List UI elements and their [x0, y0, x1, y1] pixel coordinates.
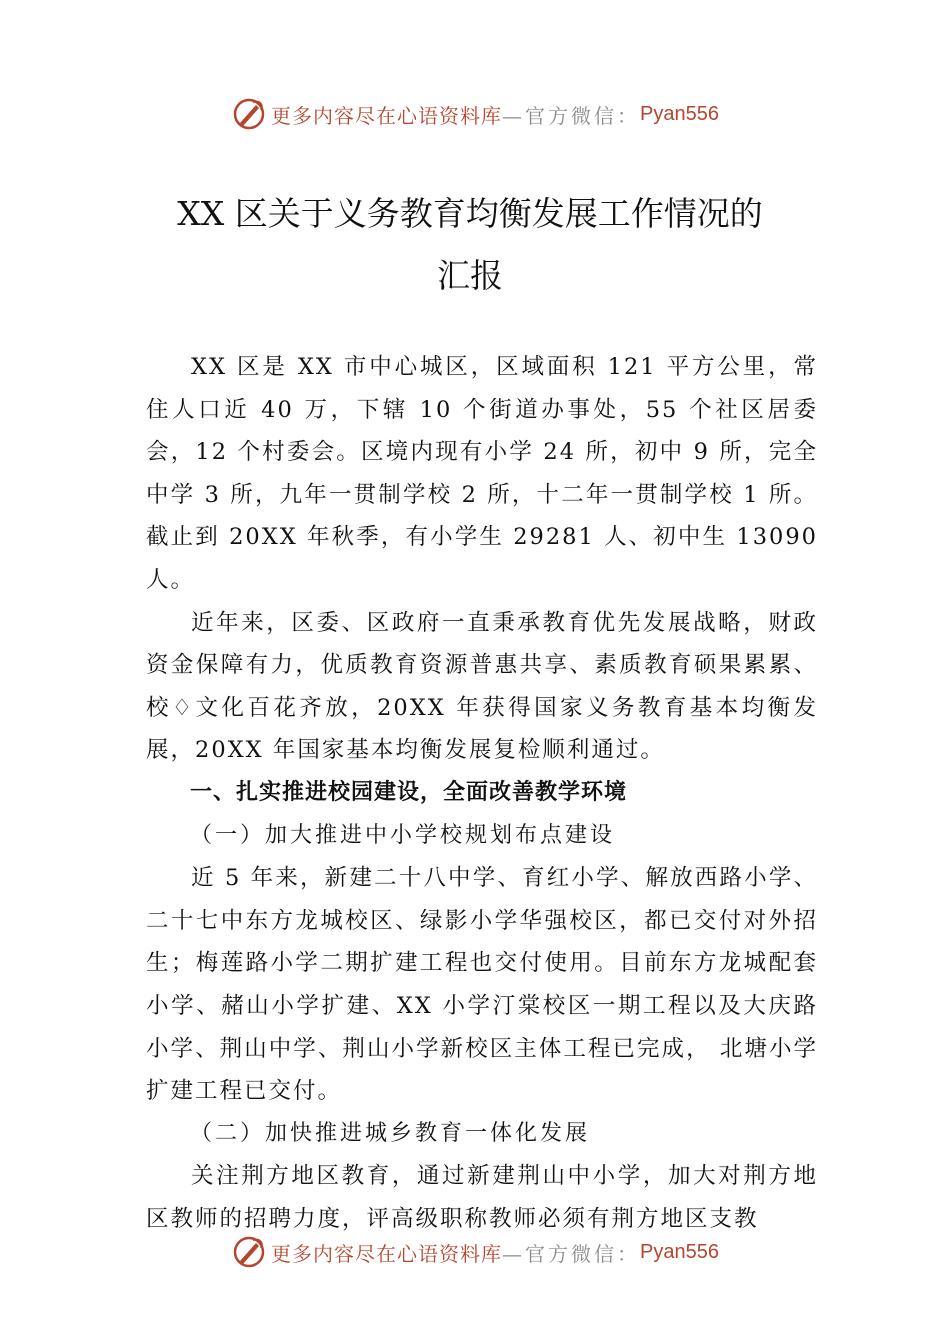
banner-brand: 更多内容尽在心语资料库 — [271, 103, 503, 128]
paragraph-school-construction: 近 5 年来，新建二十八中学、育红小学、解放西路小学、二十七中东方龙城校区、绿影小学华强校区，都已交付对外招生；梅莲路小学二期扩建工程也交付使用。目前东方龙城配套小学、赭山小学扩建、XX 小学汀棠校区一期工程以及大庆路小学、荆山中学、荆山小学新校区主体工程已完成， 北塘小学扩建工程已交付。 — [146, 865, 818, 1105]
quill-logo-icon — [231, 96, 267, 132]
section-heading-1: 一、扎实推进校园建设，全面改善教学环境 — [190, 779, 628, 805]
quill-logo-icon — [231, 1234, 267, 1270]
paragraph-overview: XX 区是 XX 市中心城区，区域面积 121 平方公里，常住人口近 40 万，下辖 10 个街道办事处，55 个社区居委会，12 个村委会。区境内现有小学 24 所，初中 9 所，完全中学 3 所，九年一贯制学校 2 所，十二年一贯制学校 1 所。截止到 20XX 年秋季，有小学生 29281 人、初中生 13090 人。 — [146, 354, 818, 593]
subsection-heading-2: （二）加快推进城乡教育一体化发展 — [190, 1120, 591, 1146]
banner-official: —官方微信： — [502, 103, 641, 128]
banner-wechat-id: Pyan556 — [640, 102, 719, 125]
footer-banner — [0, 1232, 950, 1272]
banner-brand: 更多内容尽在心语资料库 — [271, 1241, 503, 1266]
document-body — [146, 346, 818, 1240]
header-banner — [0, 94, 950, 134]
banner-official: —官方微信： — [502, 1241, 641, 1266]
paragraph-achievements: 近年来，区委、区政府一直秉承教育优先发展战略，财政资金保障有力，优质教育资源普惠共享、素质教育硕果累累、校♢文化百花齐放，20XX 年获得国家义务教育基本均衡发展，20XX 年国家基本均衡发展复检顺利通过。 — [146, 609, 818, 764]
paragraph-urban-rural: 关注荆方地区教育，通过新建荆山中小学，加大对荆方地区教师的招聘力度，评高级职称教师必须有荆方地区支教 — [146, 1163, 818, 1232]
banner-wechat-id: Pyan556 — [640, 1240, 719, 1263]
document-title-line-1: XX 区关于义务教育均衡发展工作情况的 — [177, 194, 763, 233]
subsection-heading-1: （一）加大推进中小学校规划布点建设 — [190, 822, 616, 848]
document-title-line-2: 汇报 — [437, 256, 503, 295]
